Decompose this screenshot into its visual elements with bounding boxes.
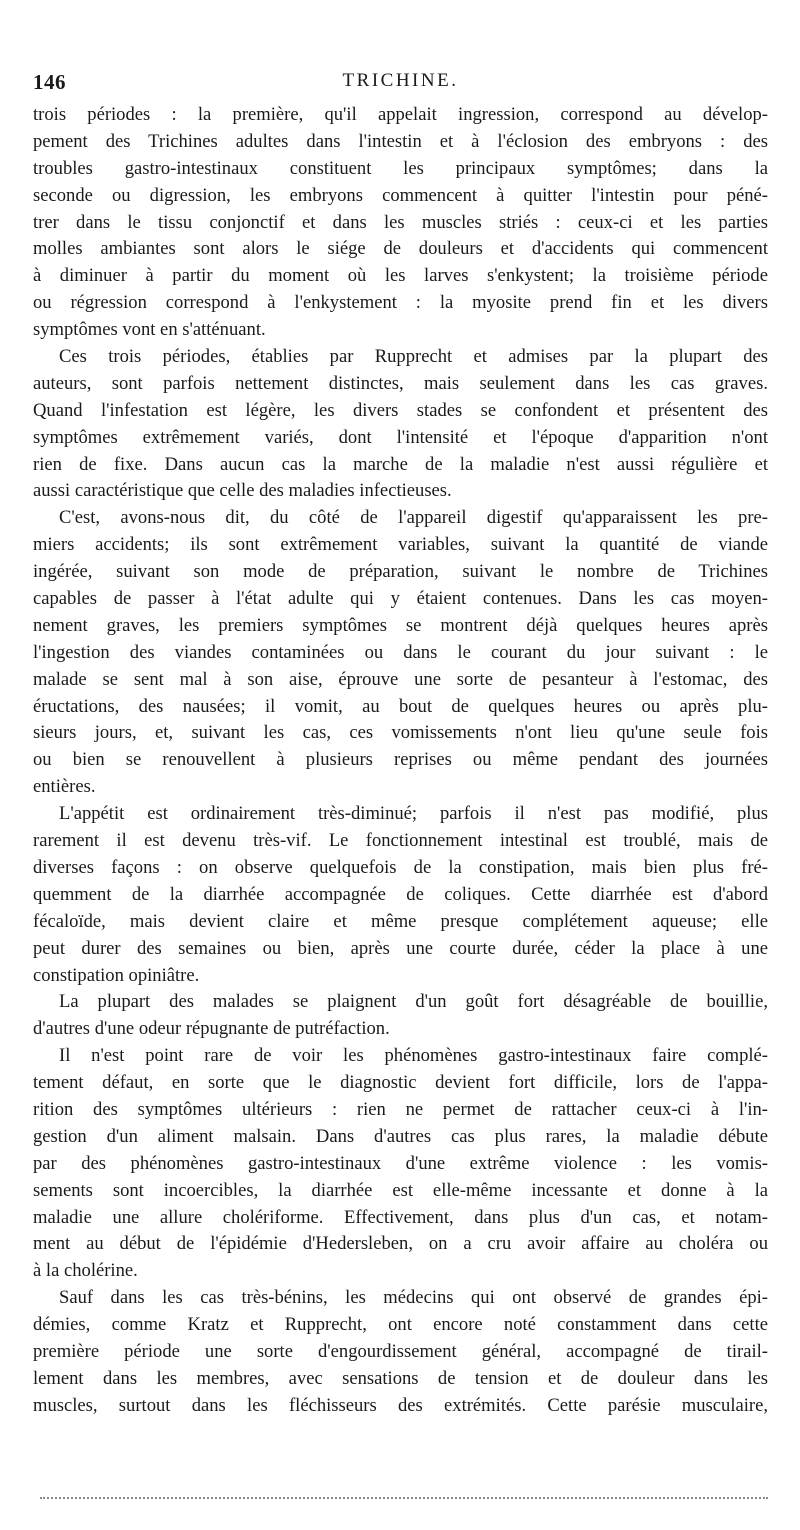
text-line: rition des symptômes ultérieurs : rien ne permet de rattacher ceux-ci à l'in- <box>33 1098 768 1120</box>
text-line: molles ambiantes sont alors le siége de douleurs et d'accidents qui commencent <box>33 238 768 260</box>
text-line: miers accidents; ils sont extrêmement variables, suivant la quantité de viande <box>33 534 768 556</box>
text-line: nement graves, les premiers symptômes se montrent déjà quelques heures après <box>33 614 768 636</box>
text-line: C'est, avons-nous dit, du côté de l'appareil digestif qu'apparaissent les pre- <box>59 507 768 529</box>
text-line: constipation opiniâtre. <box>33 964 200 986</box>
text-line: d'autres d'une odeur répugnante de putréfaction. <box>33 1018 390 1040</box>
text-line: rarement il est devenu très-vif. Le fonctionnement intestinal est troublé, mais de <box>33 830 768 852</box>
text-line: maladie une allure cholériforme. Effectivement, dans plus d'un cas, et notam- <box>33 1206 768 1228</box>
text-line: L'appétit est ordinairement très-diminué; parfois il n'est pas modifié, plus <box>59 803 768 825</box>
text-line: aussi caractéristique que celle des maladies infectieuses. <box>33 480 452 502</box>
text-line: trois périodes : la première, qu'il appelait ingression, correspond au dévelop- <box>33 104 768 125</box>
text-line: sements sont incoercibles, la diarrhée est elle-même incessante et donne à la <box>33 1179 768 1201</box>
page-number: 146 <box>33 70 66 94</box>
text-line: auteurs, sont parfois nettement distinctes, mais seulement dans les cas graves. <box>33 372 768 394</box>
text-line: Ces trois périodes, établies par Rupprecht et admises par la plupart des <box>59 346 768 368</box>
text-line: ingérée, suivant son mode de préparation, suivant le nombre de Trichines <box>33 561 768 583</box>
text-line: Il n'est point rare de voir les phénomènes gastro-intestinaux faire complé- <box>59 1045 768 1067</box>
text-line: à diminuer à partir du moment où les larves s'enkystent; la troisième période <box>33 265 768 287</box>
text-line: La plupart des malades se plaignent d'un goût fort désagréable de bouillie, <box>59 991 768 1013</box>
text-line: entières. <box>33 776 96 798</box>
text-line: rien de fixe. Dans aucun cas la marche de la maladie n'est aussi régulière et <box>33 453 768 475</box>
text-line: à la cholérine. <box>33 1260 138 1282</box>
running-head: TRICHINE. <box>342 70 459 91</box>
text-line: capables de passer à l'état adulte qui y étaient contenues. Dans les cas moyen- <box>33 588 768 610</box>
text-line: Quand l'infestation est légère, les divers stades se confondent et présentent des <box>33 399 768 421</box>
text-line: ou régression correspond à l'enkystement : la myosite prend fin et les divers <box>33 292 768 314</box>
footer-dotted-rule <box>40 1497 768 1499</box>
text-line: trer dans le tissu conjonctif et dans les muscles striés : ceux-ci et les parties <box>33 211 768 233</box>
text-line: malade se sent mal à son aise, éprouve une sorte de pesanteur à l'estomac, des <box>33 668 768 690</box>
text-line: première période une sorte d'engourdissement général, accompagné de tirail- <box>33 1340 768 1362</box>
text-line: sieurs jours, et, suivant les cas, ces vomissements n'ont lieu qu'une seule fois <box>33 722 768 744</box>
text-line: par des phénomènes gastro-intestinaux d'une extrême violence : les vomis- <box>33 1152 768 1174</box>
text-line: fécaloïde, mais devient claire et même presque complétement aqueuse; elle <box>33 910 768 932</box>
text-line: l'ingestion des viandes contaminées ou dans le courant du jour suivant : le <box>33 641 768 663</box>
text-line: seconde ou digression, les embryons commencent à quitter l'intestin pour péné- <box>33 184 768 206</box>
body-text <box>33 102 768 1420</box>
text-line: Sauf dans les cas très-bénins, les médecins qui ont observé de grandes épi- <box>59 1287 768 1309</box>
text-line: diverses façons : on observe quelquefois de la constipation, mais bien plus fré- <box>33 856 768 878</box>
text-line: peut durer des semaines ou bien, après une courte durée, céder la place à une <box>33 937 768 959</box>
text-line: lement dans les membres, avec sensations de tension et de douleur dans les <box>33 1367 768 1389</box>
text-line: éructations, des nausées; il vomit, au bout de quelques heures ou après plu- <box>33 695 768 717</box>
text-line: pement des Trichines adultes dans l'intestin et à l'éclosion des embryons : des <box>33 130 768 152</box>
text-line: ou bien se renouvellent à plusieurs reprises ou même pendant des journées <box>33 749 768 771</box>
text-line: muscles, surtout dans les fléchisseurs des extrémités. Cette parésie musculaire, <box>33 1394 768 1416</box>
text-line: tement défaut, en sorte que le diagnostic devient fort difficile, lors de l'appa- <box>33 1072 768 1094</box>
text-line: ment au début de l'épidémie d'Hedersleben, on a cru avoir affaire au choléra ou <box>33 1233 768 1255</box>
text-line: démies, comme Kratz et Rupprecht, ont encore noté constamment dans cette <box>33 1314 768 1336</box>
text-line: gestion d'un aliment malsain. Dans d'autres cas plus rares, la maladie débute <box>33 1125 768 1147</box>
text-line: troubles gastro-intestinaux constituent les principaux symptômes; dans la <box>33 157 768 179</box>
text-line: symptômes vont en s'atténuant. <box>33 319 266 341</box>
text-line: quemment de la diarrhée accompagnée de coliques. Cette diarrhée est d'abord <box>33 883 768 905</box>
text-line: symptômes extrêmement variés, dont l'intensité et l'époque d'apparition n'ont <box>33 426 768 448</box>
page-header <box>33 70 768 100</box>
